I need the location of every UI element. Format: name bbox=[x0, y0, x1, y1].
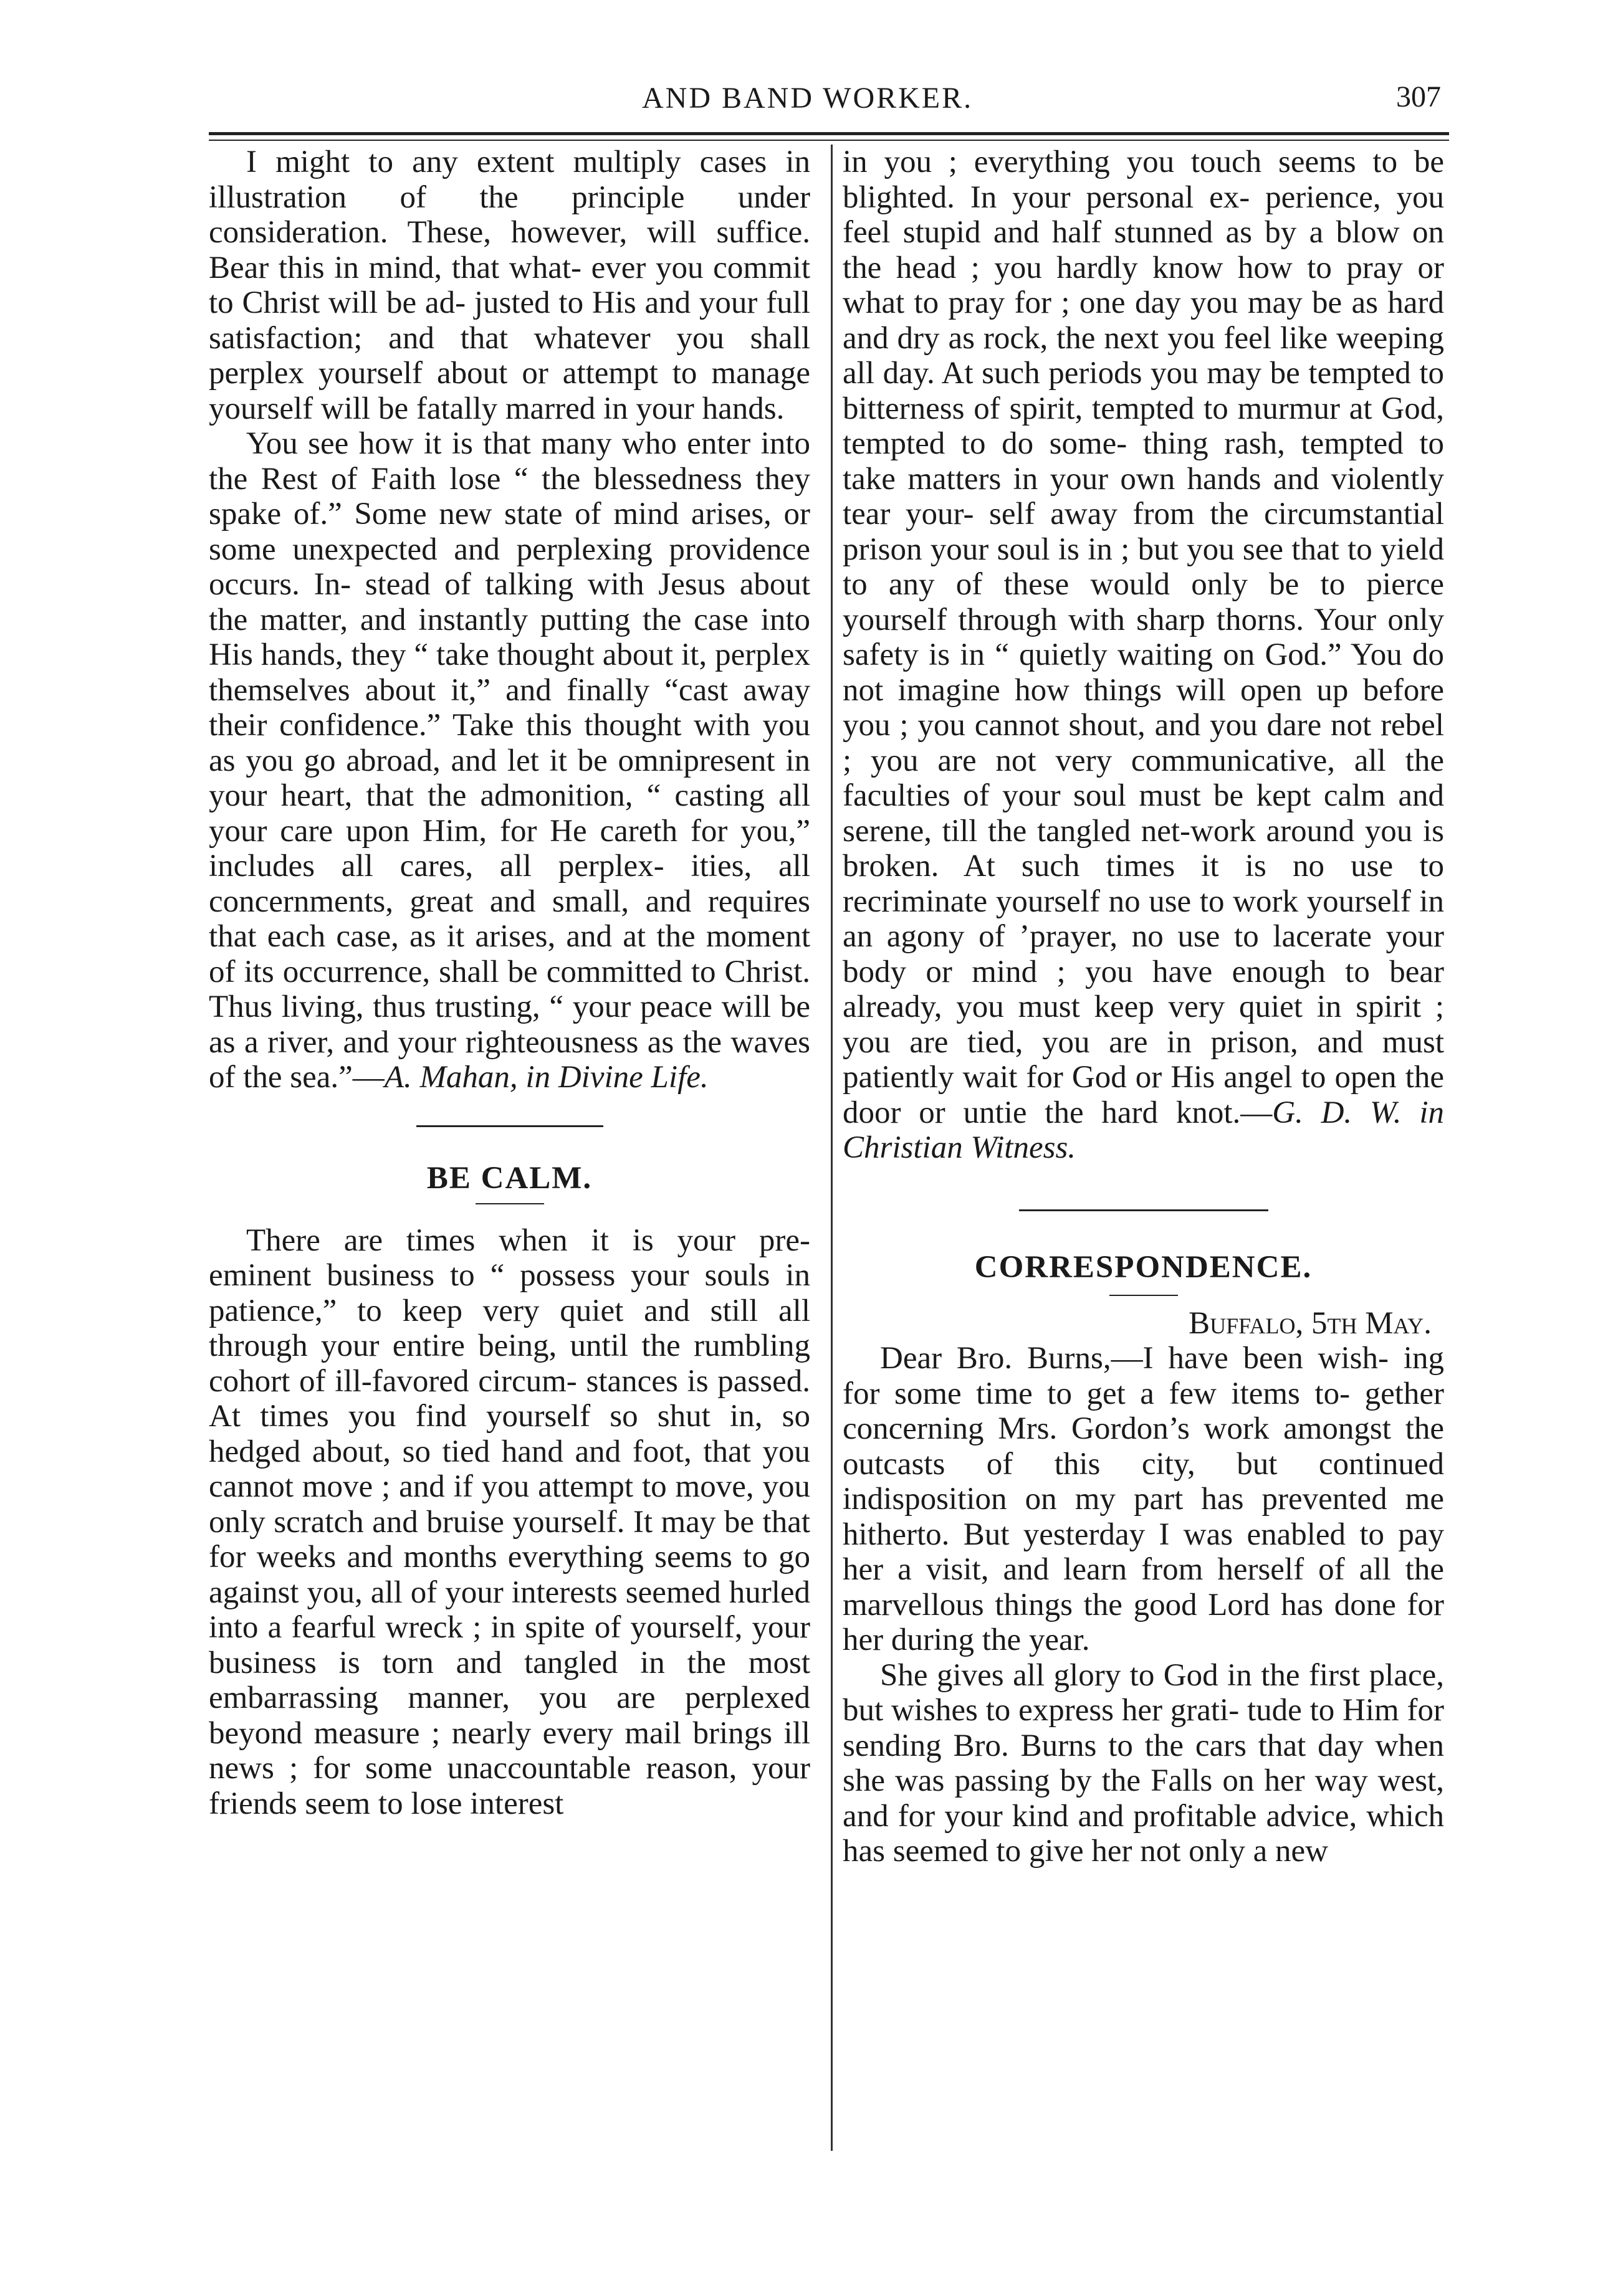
column-divider bbox=[831, 145, 833, 2151]
left-paragraph-1: I might to any extent multiply cases in illustration of the principle under consideration. These, however, will suffice. Bear this in mind, that what- ever you commit to Christ will be ad- justed to His and your full satisfaction; and that whatever you shall perplex yourself about or attempt to manage yourself will be fatally marred in your hands. bbox=[209, 145, 810, 426]
right-paragraph-2: Dear Bro. Burns,—I have been wish- ing for some time to get a few items to- gether concerning Mrs. Gordon’s work amongst the outcasts of this city, but continued indisposition on my part has prevented me hitherto. But yesterday I was enabled to pay her a visit, and learn from herself of all the marvellous things the good Lord has done for her during the year. bbox=[843, 1341, 1444, 1657]
right-column bbox=[843, 145, 1444, 1869]
right-paragraph-3: She gives all glory to God in the first place, but wishes to express her grati- tude to Him for sending Bro. Burns to the cars that day when she was passing by the Falls on her way west, and for your kind and profitable advice, which has seemed to give her not only a new bbox=[843, 1657, 1444, 1869]
left-column bbox=[209, 145, 810, 1821]
right-paragraph-1-text: in you ; everything you touch seems to be blighted. In your personal ex- perience, you feel stupid and half stunned as by a blow on the head ; you hardly know how to pray or what to pray for ; one day you may be as hard and dry as rock, the next you feel like weeping all day. At such periods you may be tempted to bitterness of spirit, tempted to murmur at God, tempted to do some- thing rash, tempted to take matters in your own hands and violently tear your- self away from the circumstantial prison your soul is in ; but you see that to yield to any of these would only be to pierce yourself through with sharp thorns. Your only safety is in “ quietly waiting on God.” You do not imagine how things will open up before you ; you cannot shout, and you dare not rebel ; you are not very communicative, all the faculties of your soul must be kept calm and serene, till the tangled net-work around you is broken. At such times it is no use to recriminate yourself no use to work yourself in an agony of ’prayer, no use to lacerate your body or mind ; you have enough to bear already, you must keep very quiet in spirit ; you are tied, you are in prison, and must patiently wait for God or His angel to open the door or untie the hard knot.— bbox=[843, 145, 1444, 1130]
header-rule-thin bbox=[209, 140, 1449, 141]
header-rule-thick bbox=[209, 132, 1449, 135]
left-paragraph-2 bbox=[209, 426, 810, 1095]
left-attribution: A. Mahan, in Divine Life. bbox=[384, 1060, 709, 1095]
correspondence-dateline: Buffalo, 5th May. bbox=[1189, 1305, 1432, 1341]
section-title-be-calm: BE CALM. bbox=[426, 1160, 593, 1196]
right-paragraph-1 bbox=[843, 145, 1444, 1166]
left-paragraph-2-text: You see how it is that many who enter into the Rest of Faith lose “ the blessedness they spake of.” Some new state of mind arises, or some unexpected and perplexing providence occurs. In- stead of talking with Jesus about the matter, and instantly putting the case into His hands, they “ take thought about it, perplex themselves about it,” and finally “cast away their confidence.” Take this thought with you as you go abroad, and let it be omnipresent in your heart, that the admonition, “ casting all your care upon Him, for He careth for you,” includes all cares, all perplex- ities, all concernments, great and small, and requires that each case, as it arises, and at the moment of its occurrence, shall be committed to Christ. Thus living, thus trusting, “ your peace will be as a river, and your righteousness as the waves of the sea.”— bbox=[209, 426, 810, 1095]
left-paragraph-3: There are times when it is your pre- eminent business to “ possess your souls in patience,” to keep very quiet and still all through your entire being, until the rumbling cohort of ill-favored circum- stances is passed. At times you find yourself so shut in, so hedged about, so tied hand and foot, that you cannot move ; and if you attempt to move, you only scratch and bruise yourself. It may be that for weeks and months everything seems to go against you, all of your interests seemed hurled into a fearful wreck ; in spite of yourself, your business is torn and tangled in the most embarrassing manner, you are perplexed beyond measure ; nearly every mail brings ill news ; for some unaccountable reason, your friends seem to lose interest bbox=[209, 1222, 810, 1821]
section-title-correspondence: CORRESPONDENCE. bbox=[974, 1249, 1313, 1285]
running-header: AND BAND WORKER. bbox=[642, 82, 974, 115]
right-attribution: G. D. W. in Christian Witness. bbox=[843, 1095, 1444, 1165]
page-number: 307 bbox=[1396, 80, 1441, 113]
